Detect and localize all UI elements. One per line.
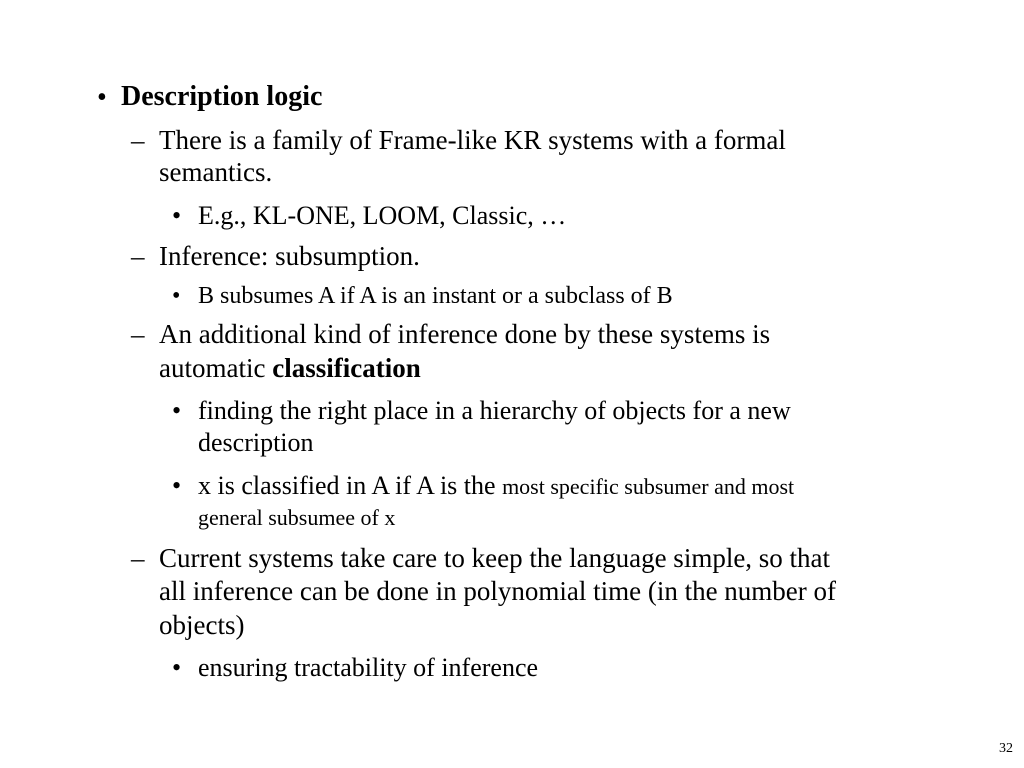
dash-additional: – xyxy=(131,319,145,349)
additional-line-1: An additional kind of inference done by these systems is xyxy=(159,319,771,349)
bullet-eg: • xyxy=(172,201,182,230)
page-number: 32 xyxy=(999,741,1013,756)
classified-line-1-small: most specific subsumer and most xyxy=(502,474,795,499)
classified-line-2: general subsumee of x xyxy=(198,505,396,530)
family-line-1: There is a family of Frame-like KR systems with a formal xyxy=(159,125,786,155)
finding-line-1: finding the right place in a hierarchy of objects for a new xyxy=(198,396,791,425)
heading-bullet: • xyxy=(97,82,107,113)
inference-text: Inference: subsumption. xyxy=(159,241,420,271)
classification-term: classification xyxy=(272,353,421,383)
current-line-2: all inference can be done in polynomial time (in the number of xyxy=(159,576,837,606)
additional-line-2-prefix: automatic xyxy=(159,353,273,383)
eg-text: E.g., KL-ONE, LOOM, Classic, … xyxy=(198,201,567,230)
ensuring-text: ensuring tractability of inference xyxy=(198,653,539,682)
dash-inference: – xyxy=(131,241,145,271)
bullet-classified: • xyxy=(172,471,182,500)
finding-line-2: description xyxy=(198,428,314,457)
bullet-finding: • xyxy=(172,396,182,425)
family-line-2: semantics. xyxy=(159,157,273,187)
dash-family: – xyxy=(131,125,145,155)
bullet-ensuring: • xyxy=(172,653,182,682)
classified-line-1 xyxy=(198,473,794,499)
heading-title: Description logic xyxy=(121,81,323,112)
current-line-3: objects) xyxy=(159,610,245,640)
bullet-subsumes: • xyxy=(172,283,181,309)
current-line-1: Current systems take care to keep the language simple, so that xyxy=(159,543,831,573)
subsumes-text: B subsumes A if A is an instant or a subclass of B xyxy=(198,283,673,309)
dash-current: – xyxy=(131,543,145,573)
additional-line-2 xyxy=(159,355,421,382)
classified-line-1-prefix: x is classified in A if A is the xyxy=(198,471,503,500)
